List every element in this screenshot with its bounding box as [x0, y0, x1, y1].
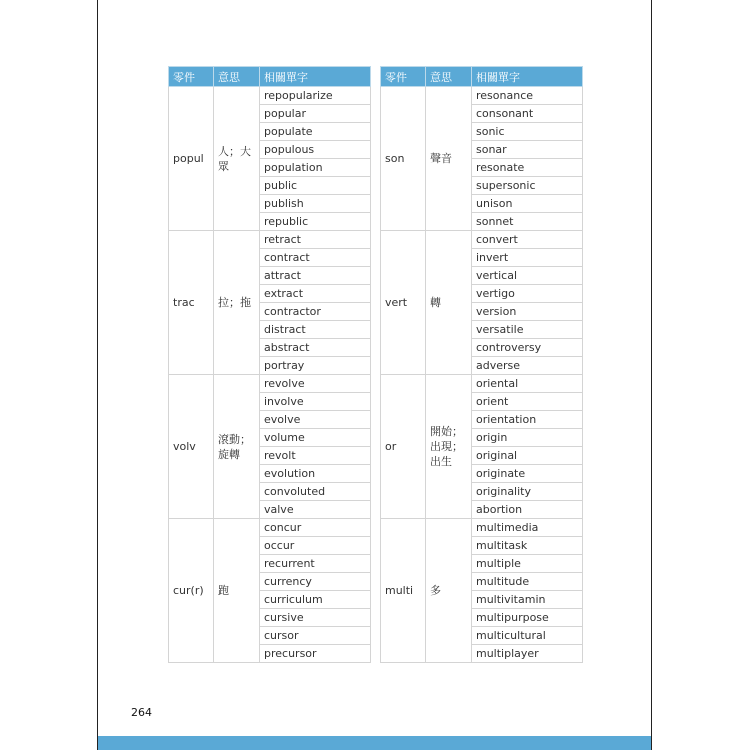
meaning-cell: 跑 — [214, 519, 260, 663]
meaning-cell: 滾動；旋轉 — [214, 375, 260, 519]
related-word-cell: multiple — [472, 555, 583, 573]
related-word-cell: multitude — [472, 573, 583, 591]
related-word-cell: abstract — [260, 339, 371, 357]
related-word-cell: occur — [260, 537, 371, 555]
related-word-cell: population — [260, 159, 371, 177]
word-part-cell: cur(r) — [169, 519, 214, 663]
related-word-cell: revolve — [260, 375, 371, 393]
related-word-cell: republic — [260, 213, 371, 231]
related-word-cell: currency — [260, 573, 371, 591]
related-word-cell: multivitamin — [472, 591, 583, 609]
table-row — [169, 231, 371, 249]
word-part-cell: or — [381, 375, 426, 519]
related-word-cell: sonnet — [472, 213, 583, 231]
related-word-cell: originality — [472, 483, 583, 501]
table-row — [381, 87, 583, 105]
meaning-cell: 拉；拖 — [214, 231, 260, 375]
related-word-cell: precursor — [260, 645, 371, 663]
related-word-cell: involve — [260, 393, 371, 411]
table-row — [381, 231, 583, 249]
related-word-cell: volume — [260, 429, 371, 447]
related-word-cell: adverse — [472, 357, 583, 375]
related-word-cell: versatile — [472, 321, 583, 339]
related-word-cell: sonic — [472, 123, 583, 141]
related-word-cell: convoluted — [260, 483, 371, 501]
related-word-cell: unison — [472, 195, 583, 213]
related-word-cell: publish — [260, 195, 371, 213]
related-word-cell: supersonic — [472, 177, 583, 195]
meaning-cell: 聲音 — [426, 87, 472, 231]
related-word-cell: concur — [260, 519, 371, 537]
related-word-cell: orient — [472, 393, 583, 411]
related-word-cell: distract — [260, 321, 371, 339]
related-word-cell: consonant — [472, 105, 583, 123]
related-word-cell: multitask — [472, 537, 583, 555]
meaning-cell: 多 — [426, 519, 472, 663]
word-part-table-left — [168, 66, 371, 663]
related-word-cell: original — [472, 447, 583, 465]
word-part-cell: multi — [381, 519, 426, 663]
related-word-cell: valve — [260, 501, 371, 519]
word-part-cell: son — [381, 87, 426, 231]
related-word-cell: multipurpose — [472, 609, 583, 627]
word-part-cell: volv — [169, 375, 214, 519]
related-word-cell: originate — [472, 465, 583, 483]
related-word-cell: invert — [472, 249, 583, 267]
table-body — [381, 87, 583, 663]
related-word-cell: oriental — [472, 375, 583, 393]
related-word-cell: retract — [260, 231, 371, 249]
table-row — [381, 375, 583, 393]
related-word-cell: recurrent — [260, 555, 371, 573]
table-header-row — [381, 67, 583, 87]
related-word-cell: controversy — [472, 339, 583, 357]
word-part-cell: vert — [381, 231, 426, 375]
header-meaning: 意思 — [426, 67, 472, 87]
table-header-row — [169, 67, 371, 87]
related-word-cell: multiplayer — [472, 645, 583, 663]
related-word-cell: abortion — [472, 501, 583, 519]
header-part: 零件 — [169, 67, 214, 87]
related-word-cell: popular — [260, 105, 371, 123]
related-word-cell: multimedia — [472, 519, 583, 537]
header-meaning: 意思 — [214, 67, 260, 87]
footer-bar — [98, 736, 651, 750]
related-word-cell: resonate — [472, 159, 583, 177]
word-part-cell: popul — [169, 87, 214, 231]
related-word-cell: origin — [472, 429, 583, 447]
meaning-cell: 人；大眾 — [214, 87, 260, 231]
related-word-cell: convert — [472, 231, 583, 249]
related-word-cell: portray — [260, 357, 371, 375]
related-word-cell: multicultural — [472, 627, 583, 645]
related-word-cell: cursor — [260, 627, 371, 645]
meaning-cell: 轉 — [426, 231, 472, 375]
table-body — [169, 87, 371, 663]
related-word-cell: vertical — [472, 267, 583, 285]
related-word-cell: resonance — [472, 87, 583, 105]
related-word-cell: revolt — [260, 447, 371, 465]
related-word-cell: sonar — [472, 141, 583, 159]
table-row — [169, 87, 371, 105]
header-words: 相關單字 — [472, 67, 583, 87]
table-row — [381, 519, 583, 537]
related-word-cell: orientation — [472, 411, 583, 429]
related-word-cell: cursive — [260, 609, 371, 627]
header-words: 相關單字 — [260, 67, 371, 87]
related-word-cell: curriculum — [260, 591, 371, 609]
related-word-cell: populous — [260, 141, 371, 159]
related-word-cell: attract — [260, 267, 371, 285]
related-word-cell: public — [260, 177, 371, 195]
related-word-cell: populate — [260, 123, 371, 141]
related-word-cell: extract — [260, 285, 371, 303]
related-word-cell: evolution — [260, 465, 371, 483]
word-part-table-right — [380, 66, 583, 663]
related-word-cell: version — [472, 303, 583, 321]
header-part: 零件 — [381, 67, 426, 87]
word-part-cell: trac — [169, 231, 214, 375]
table-row — [169, 519, 371, 537]
related-word-cell: evolve — [260, 411, 371, 429]
related-word-cell: contract — [260, 249, 371, 267]
related-word-cell: repopularize — [260, 87, 371, 105]
related-word-cell: vertigo — [472, 285, 583, 303]
table-row — [169, 375, 371, 393]
book-page — [97, 0, 652, 750]
page-number: 264 — [131, 706, 152, 719]
meaning-cell: 開始；出現；出生 — [426, 375, 472, 519]
related-word-cell: contractor — [260, 303, 371, 321]
